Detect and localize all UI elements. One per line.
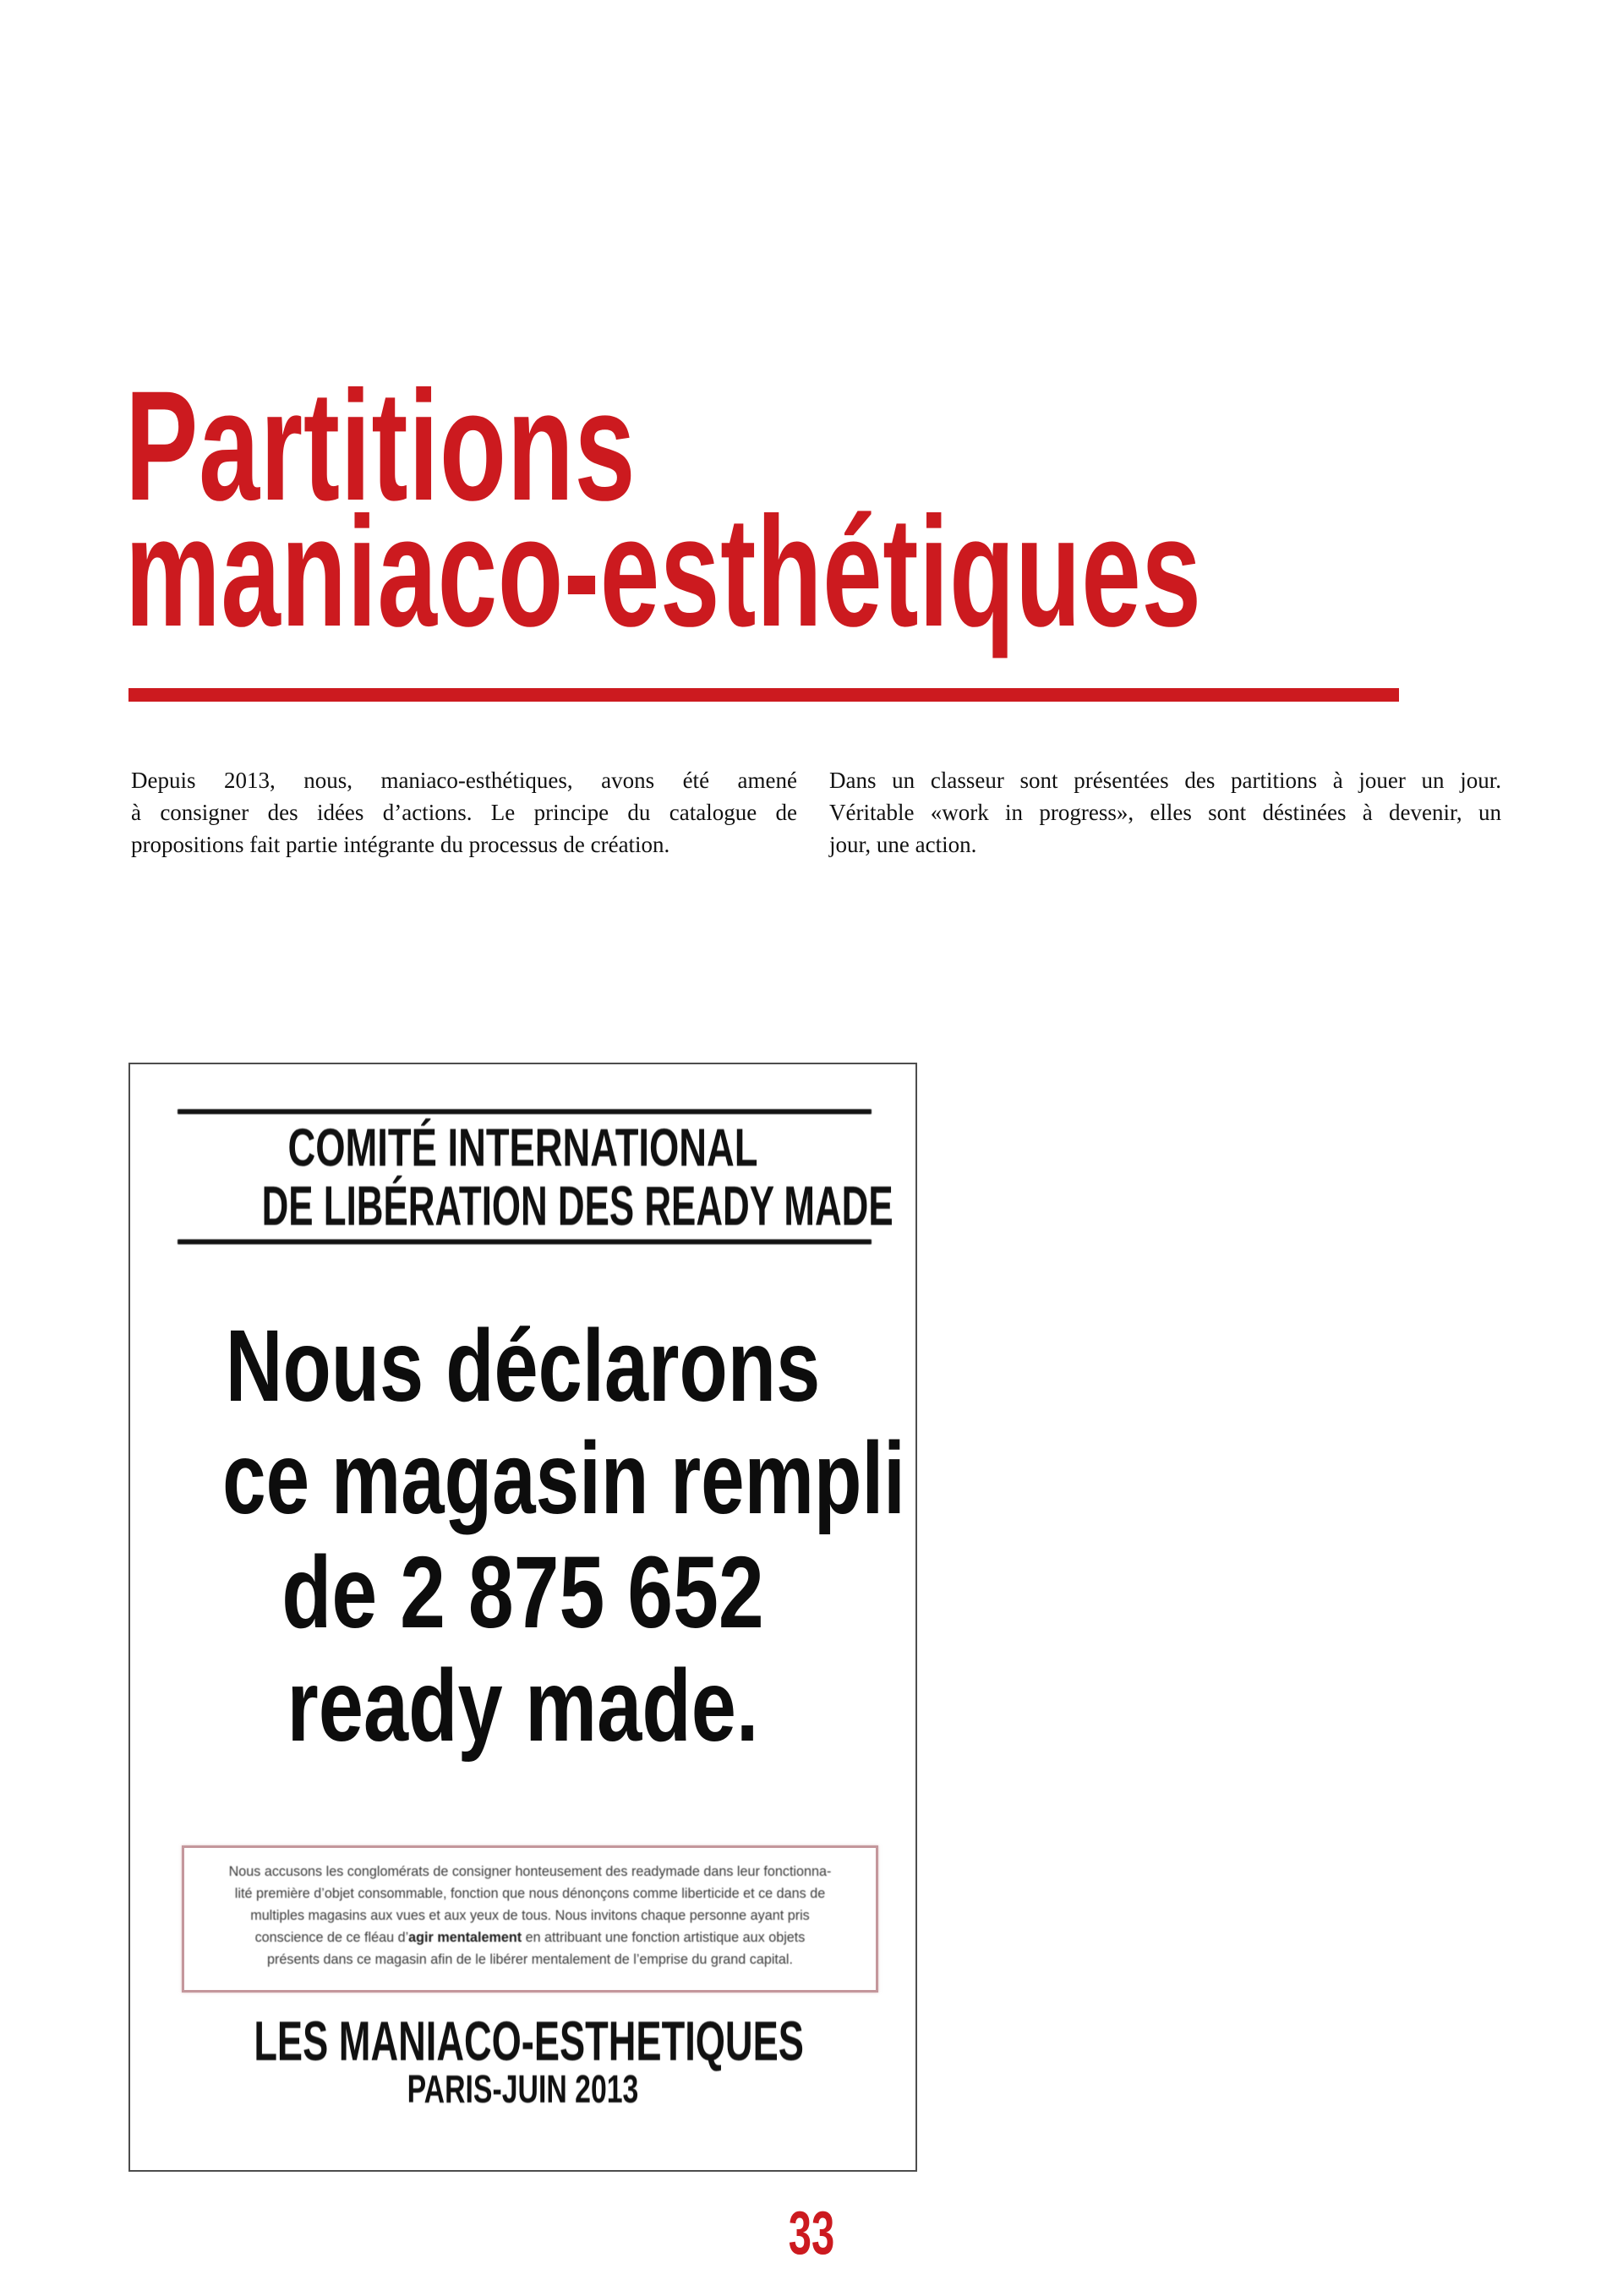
poster-declaration-line: ready made. — [287, 1648, 759, 1763]
poster-accusation-line — [191, 1927, 869, 1949]
poster-accusation-line: multiples magasins aux vues et aux yeux de tous. Nous invitons chaque personne ayant pris — [250, 1908, 810, 1923]
poster-signature-date: PARIS-JUIN 2013 — [407, 2067, 639, 2111]
poster-signature: LES MANIACO-ESTHETIQUES — [254, 2009, 804, 2072]
page-title-line-1: Partitions — [125, 359, 637, 533]
poster-declaration-line: Nous déclarons — [225, 1308, 821, 1423]
poster-header-bottom-bar — [178, 1239, 872, 1244]
intro-left-line: à consigner des idées d’actions. Le principe du catalogue de — [131, 800, 797, 825]
poster-accusation-line: Nous accusons les conglomérats de consigner honteusement des readymade dans leur fonctionna- — [228, 1864, 832, 1879]
poster-accusation-emphasis: agir mentalement — [408, 1930, 522, 1945]
poster-accusation-text: en attribuant une fonction artistique aux objets — [522, 1930, 806, 1945]
poster-header-line-1: COMITÉ INTERNATIONAL — [287, 1118, 758, 1178]
page-title-line-2: maniaco-esthétiques — [125, 485, 1202, 659]
poster-header-line-2: DE LIBÉRATION DES READY MADE — [261, 1174, 893, 1237]
poster-image — [128, 1063, 917, 2172]
intro-right-line: Véritable «work in progress», elles sont déstinées à devenir, un — [829, 800, 1501, 825]
poster-accusation-text: conscience de ce fléau d’ — [254, 1930, 409, 1945]
intro-right-line: jour, une action. — [829, 832, 977, 857]
page-number: 33 — [788, 2200, 835, 2267]
title-divider-rule — [128, 688, 1399, 702]
intro-column-right — [829, 764, 1501, 861]
poster-declaration-line: ce magasin rempli — [222, 1420, 905, 1535]
intro-left-line: propositions fait partie intégrante du processus de création. — [131, 832, 670, 857]
intro-left-line: Depuis 2013, nous, maniaco-esthétiques, avons été amené — [131, 768, 797, 793]
poster-declaration-line: de 2 875 652 — [281, 1534, 764, 1649]
intro-column-left — [131, 764, 797, 861]
poster-accusation-box — [182, 1845, 878, 1993]
intro-right-line: Dans un classeur sont présentées des partitions à jouer un jour. — [829, 768, 1501, 793]
poster-accusation-line: présents dans ce magasin afin de le libérer mentalement de l’emprise du grand capital. — [267, 1952, 793, 1967]
poster-header-top-bar — [178, 1109, 872, 1114]
poster-accusation-line: lité première d’objet consommable, fonction que nous dénonçons comme liberticide et ce dans de — [234, 1886, 826, 1901]
